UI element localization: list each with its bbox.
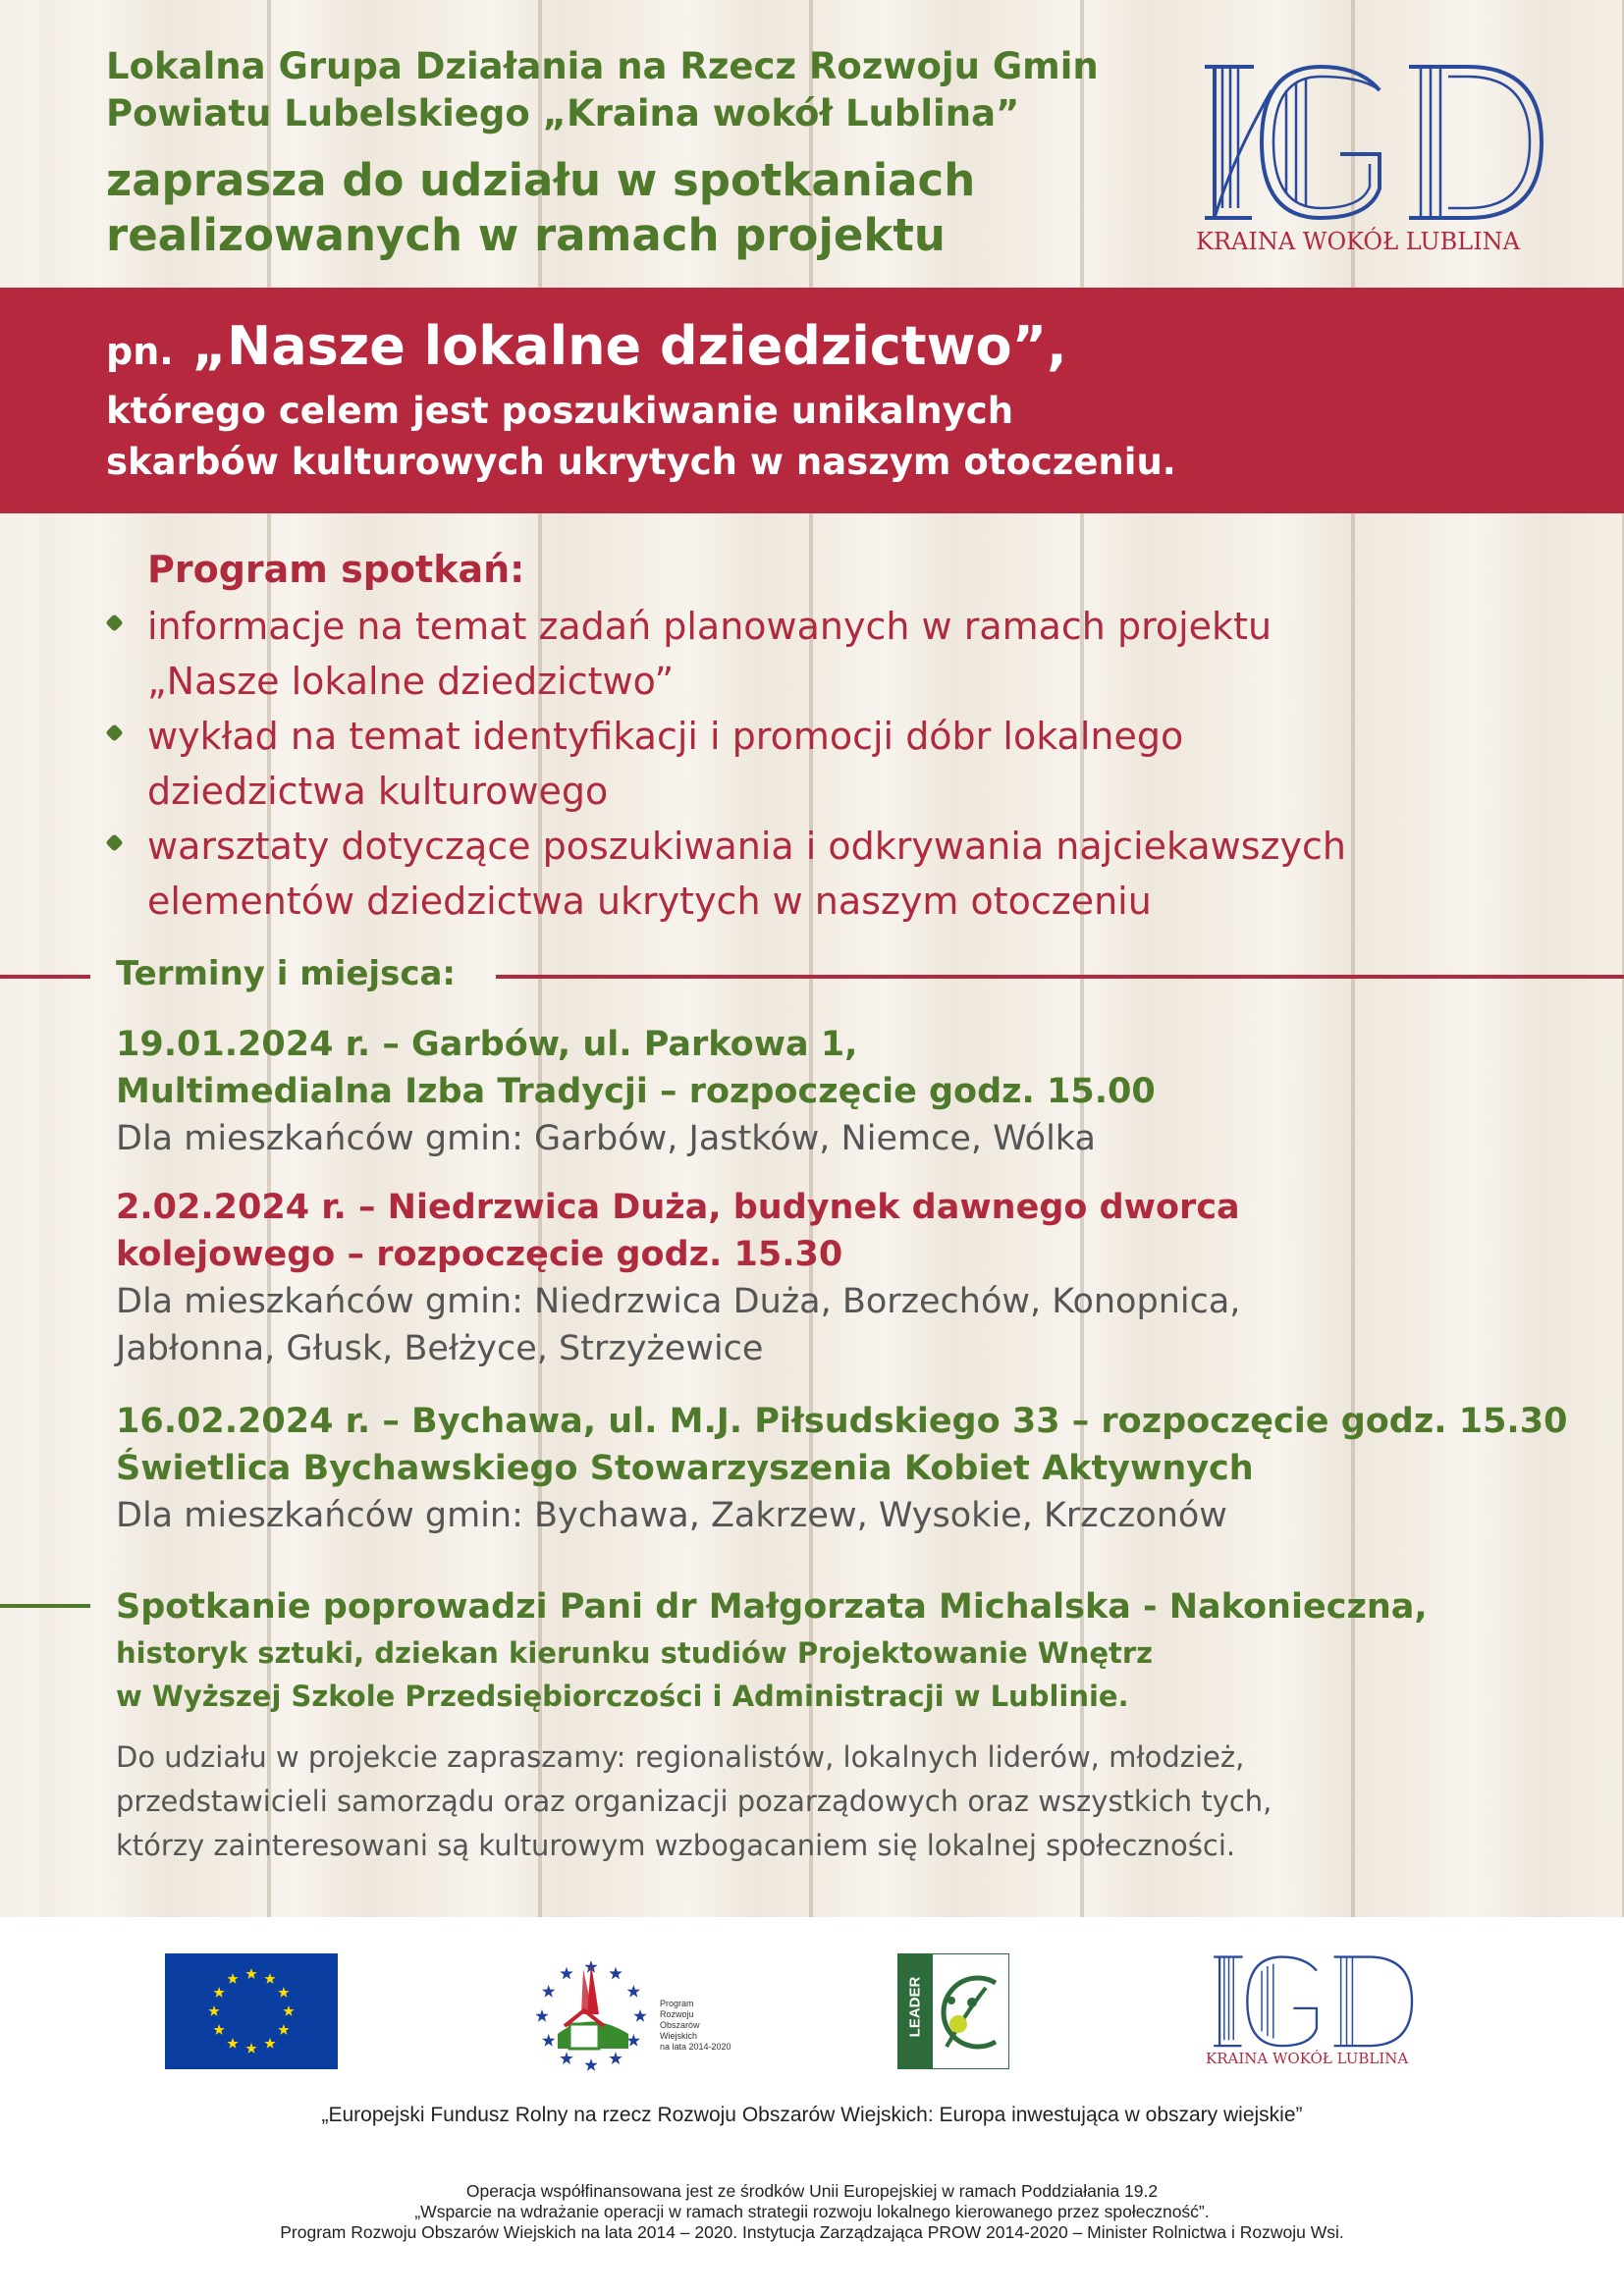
event-venue: kolejowego – rozpoczęcie godz. 15.30 — [116, 1235, 843, 1274]
star-icon — [213, 1987, 224, 1998]
program-item-text: informacje na temat zadań planowanych w ramach projektu — [147, 605, 1272, 648]
event-3 — [116, 1398, 1589, 1539]
star-icon — [542, 1985, 555, 1998]
speaker-name: Spotkanie poprowadzi Pani dr Małgorzata Michalska - Nakonieczna, — [116, 1587, 1428, 1627]
event-audience: Dla mieszkańców gmin: Garbów, Jastków, Niemce, Wólka — [116, 1119, 1096, 1158]
prow-logo-text: Program Rozwoju Obszarów Wiejskich na lata 2014-2020 — [660, 1999, 731, 2052]
bullet-icon — [105, 614, 123, 631]
invitation-line-1: zaprasza do udziału w spotkaniach — [106, 154, 976, 206]
divider-lead — [0, 1604, 90, 1608]
bullet-icon — [105, 723, 123, 741]
efrrow-slogan: „Europejski Fundusz Rolny na rzecz Rozwoju Obszarów Wiejskich: Europa inwestująca w obszary wiejskie” — [321, 2104, 1303, 2126]
invitation-line: przedstawicieli samorządu oraz organizacji pozarządowych oraz wszystkich tych, — [116, 1785, 1272, 1818]
star-icon — [278, 1987, 289, 1998]
program-list — [106, 599, 1598, 929]
event-audience: Jabłonna, Głusk, Bełżyce, Strzyżewice — [116, 1329, 764, 1368]
funding-line: „Wsparcie na wdrażanie operacji w ramach strategii rozwoju lokalnego kierowanego przez społeczność”. — [414, 2202, 1210, 2221]
project-goal-line-1: którego celem jest poszukiwanie unikalnych — [106, 390, 1014, 432]
divider-left — [0, 975, 90, 979]
organizer-line-1: Lokalna Grupa Działania na Rzecz Rozwoju Gmin — [106, 45, 1099, 87]
star-icon — [245, 1968, 256, 1979]
star-icon — [264, 2038, 275, 2049]
prow-emblem-icon — [530, 1955, 658, 2083]
star-icon — [227, 1973, 238, 1984]
eu-flag-logo — [165, 1953, 338, 2069]
event-2 — [116, 1184, 1589, 1372]
eu-stars-icon — [165, 1953, 338, 2069]
program-item — [106, 709, 1598, 819]
star-icon — [264, 1973, 275, 1984]
program-item — [106, 819, 1598, 929]
star-icon — [584, 2058, 597, 2071]
star-icon — [633, 2009, 646, 2022]
lgd-logo-mark — [1193, 61, 1556, 228]
program-item-text: „Nasze lokalne dziedzictwo” — [147, 660, 675, 703]
speaker-title: historyk sztuki, dziekan kierunku studiów Projektowanie Wnętrz — [116, 1636, 1154, 1670]
project-goal-line-2: skarbów kulturowych ukrytych w naszym otoczeniu. — [106, 441, 1176, 483]
bullet-icon — [105, 833, 123, 851]
star-icon — [278, 2024, 289, 2035]
terms-title: Terminy i miejsca: — [116, 954, 457, 993]
project-goal — [106, 386, 1579, 488]
event-place: 19.01.2024 r. – Garbów, ul. Parkowa 1, — [116, 1025, 858, 1064]
star-icon — [208, 2005, 219, 2016]
event-place: 2.02.2024 r. – Niedrzwica Duża, budynek dawnego dworca — [116, 1188, 1240, 1227]
speaker-info — [116, 1582, 1608, 1718]
project-name: „Nasze lokalne dziedzictwo”, — [191, 315, 1067, 377]
star-icon — [542, 2034, 555, 2047]
lgd-footer-logo — [1206, 1953, 1422, 2052]
organizer-line-2: Powiatu Lubelskiego „Kraina wokół Lublina” — [106, 92, 1020, 134]
event-audience: Dla mieszkańców gmin: Bychawa, Zakrzew, Wysokie, Krzczonów — [116, 1496, 1227, 1535]
star-icon — [609, 1967, 622, 1980]
star-icon — [227, 2038, 238, 2049]
star-icon — [560, 1967, 572, 1980]
event-audience: Dla mieszkańców gmin: Niedrzwica Duża, Borzechów, Konopnica, — [116, 1282, 1241, 1321]
lgd-footer-caption: KRAINA WOKÓŁ LUBLINA — [1206, 2050, 1409, 2067]
star-icon — [535, 2009, 548, 2022]
program-title: Program spotkań: — [147, 548, 525, 591]
project-prefix: pn. — [106, 330, 174, 373]
event-venue: Multimedialna Izba Tradycji – rozpoczęcie godz. 15.00 — [116, 1072, 1156, 1111]
project-title — [106, 315, 1067, 383]
project-band — [0, 288, 1624, 513]
event-1 — [116, 1021, 1589, 1162]
event-venue: Świetlica Bychawskiego Stowarzyszenia Kobiet Aktywnych — [116, 1449, 1254, 1488]
lgd-logo-caption: KRAINA WOKÓŁ LUBLINA — [1196, 228, 1520, 255]
divider-right — [496, 975, 1624, 979]
lgd-footer-logo-mark — [1206, 1953, 1422, 2052]
speaker-affiliation: w Wyższej Szkole Przedsiębiorczości i Administracji w Lublinie. — [116, 1680, 1129, 1713]
funding-notice — [0, 2181, 1624, 2243]
star-icon — [609, 2052, 622, 2064]
funding-line: Operacja współfinansowana jest ze środków Unii Europejskiej w ramach Poddziałania 19.2 — [465, 2181, 1159, 2201]
star-icon — [213, 2024, 224, 2035]
lgd-logo — [1193, 61, 1556, 228]
star-icon — [283, 2005, 294, 2016]
star-icon — [560, 2052, 572, 2064]
organizer-name — [106, 43, 1147, 137]
event-place: 16.02.2024 r. – Bychawa, ul. M.J. Piłsudskiego 33 – rozpoczęcie godz. 15.30 — [116, 1402, 1568, 1441]
funding-line: Program Rozwoju Obszarów Wiejskich na lata 2014 – 2020. Instytucja Zarządzająca PROW 2014-2020 – Minister Rolnictwa i Rozwoju Wsi. — [280, 2222, 1344, 2242]
invitation-heading — [106, 153, 1147, 263]
invitation-text — [116, 1735, 1510, 1868]
star-icon — [627, 2034, 640, 2047]
star-icon — [245, 2043, 256, 2054]
program-item-text: dziedzictwa kulturowego — [147, 770, 609, 813]
invitation-line: Do udziału w projekcie zapraszamy: regionalistów, lokalnych liderów, młodzież, — [116, 1740, 1245, 1774]
program-item-text: warsztaty dotyczące poszukiwania i odkrywania najciekawszych — [147, 825, 1346, 868]
program-item — [106, 599, 1598, 709]
invitation-line: którzy zainteresowani są kulturowym wzbogacaniem się lokalnej społeczności. — [116, 1829, 1236, 1862]
program-item-text: elementów dziedzictwa ukrytych w naszym otoczeniu — [147, 880, 1152, 923]
star-icon — [627, 1985, 640, 1998]
leader-logo-text: LEADER — [906, 1976, 924, 2038]
invitation-line-2: realizowanych w ramach projektu — [106, 209, 946, 261]
program-item-text: wykład na temat identyfikacji i promocji dóbr lokalnego — [147, 715, 1184, 758]
leader-logo — [897, 1953, 1009, 2069]
